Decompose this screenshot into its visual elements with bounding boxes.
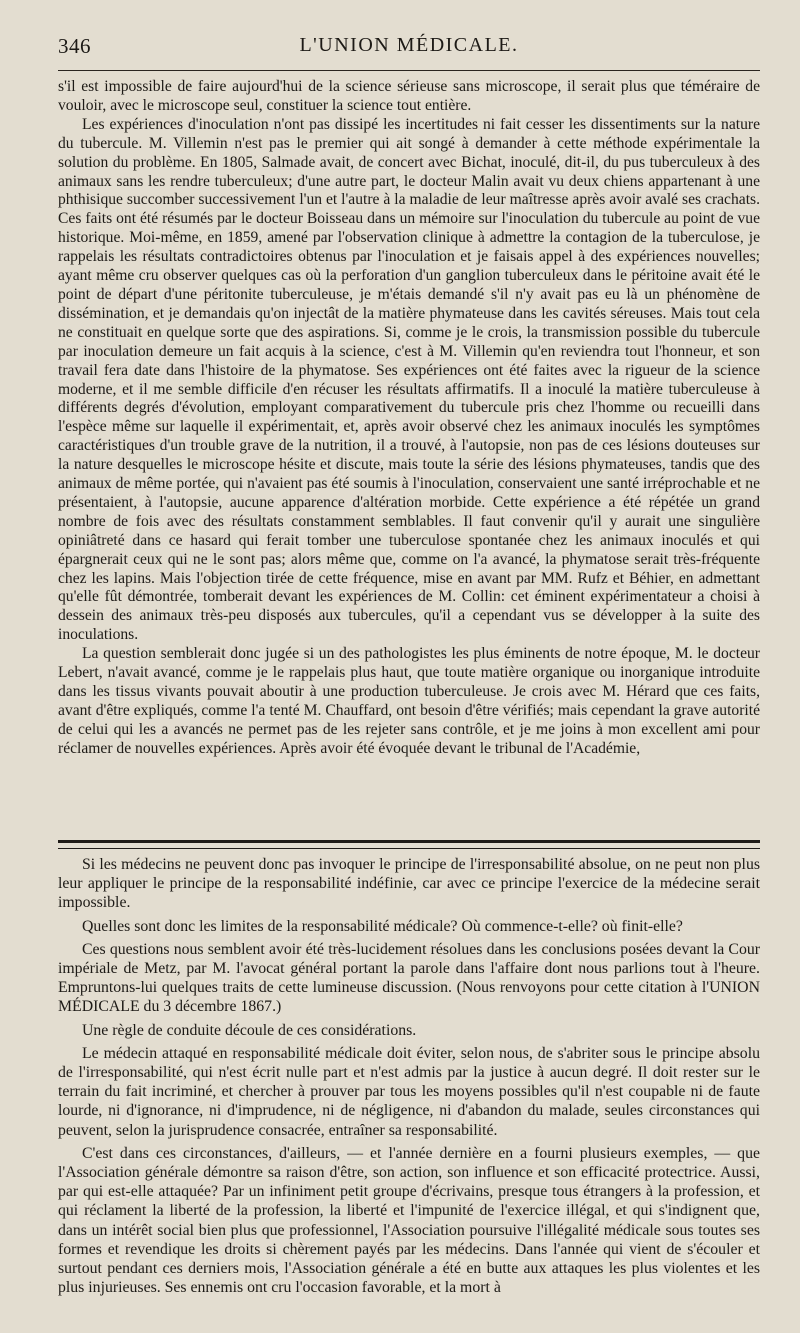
feuilleton-paragraph: Ces questions nous semblent avoir été très-lucidement résolues dans les conclusions posées devant la Cour impériale de Metz, par M. l'avocat général portant la parole dans l'affaire dont nous parlions tout à l'heure. Empruntons-lui quelques traits de cette lumineuse discussion. (Nous renvoyons pour cette citation à l'UNION MÉDICALE du 3 décembre 1867.): [58, 940, 760, 1016]
feuilleton-separator: [58, 840, 760, 849]
page-header: [58, 30, 760, 60]
page-number: 346: [58, 34, 91, 58]
article-paragraph: La question semblerait donc jugée si un des pathologistes les plus éminents de notre époque, M. le docteur Lebert, n'avait avancé, comme je le rappelais plus haut, que toute matière organique ou inorganique introduite dans les tissus vivants pouvait aboutir à une production tuberculeuse. Je crois avec M. Hérard que ces faits, avant d'être expliqués, comme l'a tenté M. Chauffard, ont besoin d'être vérifiés; mais cependant la grave autorité de celui qui les a avancés ne permet pas de les rejeter sans contrôle, et je me joins à mon excellent ami pour réclamer de nouvelles expériences. Après avoir été évoquée devant le tribunal de l'Académie,: [58, 645, 760, 757]
article-paragraph: Les expériences d'inoculation n'ont pas dissipé les incertitudes ni fait cesser les dissentiments sur la nature du tubercule. M. Villemin n'est pas le premier qui ait songé à demander à cette méthode expérimentale la solution du problème. En 1805, Salmade avait, de concert avec Bichat, inoculé, dit-il, du pus tuberculeux à des animaux sans les rendre tuberculeux; d'une autre part, le docteur Malin avait vu deux chiens appartenant à une phthisique succomber successivement l'un et l'autre à la maladie de leur maîtresse après avoir avalé ses crachats. Ces faits ont été résumés par le docteur Boisseau dans un mémoire sur l'inoculation du tubercule au point de vue historique. Moi-même, en 1859, amené par l'observation clinique à admettre la contagion de la tuberculose, je rappelais les résultats contradictoires obtenus par l'inoculation et je faisais appel à des expériences nouvelles; ayant même cru observer quelques cas où la perforation d'un ganglion tuberculeux dans le péritoine avait été le point de départ d'une péritonite tuberculeuse, je m'étais demandé s'il n'y avait pas eu là un phénomène de dissémination, et je demandais qu'on injectât de la matière phymateuse dans les cavités séreuses. Mais tout cela ne constituait en quelque sorte que des aspirations. Si, comme je le crois, la transmission possible du tubercule par inoculation demeure un fait acquis à la science, c'est à M. Villemin qu'en reviendra tout l'honneur, et son travail fera date dans l'histoire de la phymatose. Ses expériences ont été faites avec la rigueur de la science moderne, et il me semble difficile d'en récuser les résultats affirmatifs. Il a inoculé la matière tuberculeuse à différents degrés d'évolution, employant comparativement du tubercule pris chez l'homme ou recueilli dans l'espèce même sur laquelle il expérimentait, et, après avoir observé chez les animaux inoculés les symptômes caractéristiques d'un trouble grave de la nutrition, il a trouvé, à l'autopsie, non pas de ces lésions douteuses sur la nature desquelles le microscope hésite et discute, mais toute la série des lésions phymateuses, tandis que des animaux de même portée, qui n'avaient pas été soumis à l'inoculation, conservaient une santé irréprochable et ne présentaient, à l'autopsie, aucune apparence d'altération morbide. Cette expérience a été répétée un grand nombre de fois avec des résultats constamment semblables. Il faut convenir qu'il y aurait une singulière opiniâtreté dans ce hasard qui ferait tomber une tuberculose spontanée chez les animaux inoculés et qui épargnerait ceux qui ne le sont pas; alors même que, comme on l'a avancé, la phymatose serait très-fréquente chez les lapins. Mais l'objection tirée de cette fréquence, mise en avant par MM. Rufz et Béhier, en admettant qu'elle fût démontrée, tomberait devant les expériences de M. Collin: cet éminent expérimentateur a choisi à dessein des animaux très-peu disposés aux tubercules, qu'il a cependant vus se développer à la suite des inoculations.: [58, 115, 760, 644]
article-paragraph: s'il est impossible de faire aujourd'hui de la science sérieuse sans microscope, il serait plus que téméraire de vouloir, avec le microscope seul, constituer la science tout entière.: [58, 78, 760, 114]
article-body: [58, 78, 760, 759]
running-title: L'UNION MÉDICALE.: [299, 34, 519, 56]
feuilleton-paragraph: Si les médecins ne peuvent donc pas invoquer le principe de l'irresponsabilité absolue, on ne peut non plus leur appliquer le principe de la responsabilité indéfinie, car avec ce principe l'exercice de la médecine serait impossible.: [58, 856, 760, 912]
header-rule: [58, 70, 760, 71]
feuilleton-paragraph: Quelles sont donc les limites de la responsabilité médicale? Où commence-t-elle? où finit-elle?: [82, 917, 683, 935]
feuilleton-paragraph: Le médecin attaqué en responsabilité médicale doit éviter, selon nous, de s'abriter sous le principe absolu de l'irresponsabilité, qui n'est écrit nulle part et n'est admis par la justice à aucun degré. Il doit rester sur le terrain du fait incriminé, et chercher à prouver par tous les moyens possibles qu'il n'est coupable ni de faute lourde, ni d'ignorance, ni d'imprudence, ni de négligence, ni d'abandon du malade, seules circonstances qui peuvent, selon la jurisprudence consacrée, entraîner sa responsabilité.: [58, 1044, 760, 1139]
feuilleton-body: [58, 855, 760, 1301]
feuilleton-paragraph: C'est dans ces circonstances, d'ailleurs, — et l'année dernière en a fourni plusieurs exemples, — que l'Association générale démontre sa raison d'être, son action, son influence et son efficacité protectrice. Aussi, par qui est-elle attaquée? Par un infiniment petit groupe d'écrivains, presque tous étrangers à la profession, et qui réclament la liberté de la profession, la liberté et l'impunité de l'exercice illégal, et qui s'indignent que, dans un intérêt social bien plus que professionnel, l'Association poursuive l'illégalité médicale sous toutes ses formes et revendique les droits si chèrement payés par les médecins. Dans l'année qui vient de s'écouler et surtout pendant ces derniers mois, l'Association générale a été en butte aux attaques les plus violentes et les plus injurieuses. Ses ennemis ont cru l'occasion favorable, et la mort à: [58, 1144, 760, 1297]
feuilleton-paragraph: Une règle de conduite découle de ces considérations.: [82, 1021, 417, 1039]
